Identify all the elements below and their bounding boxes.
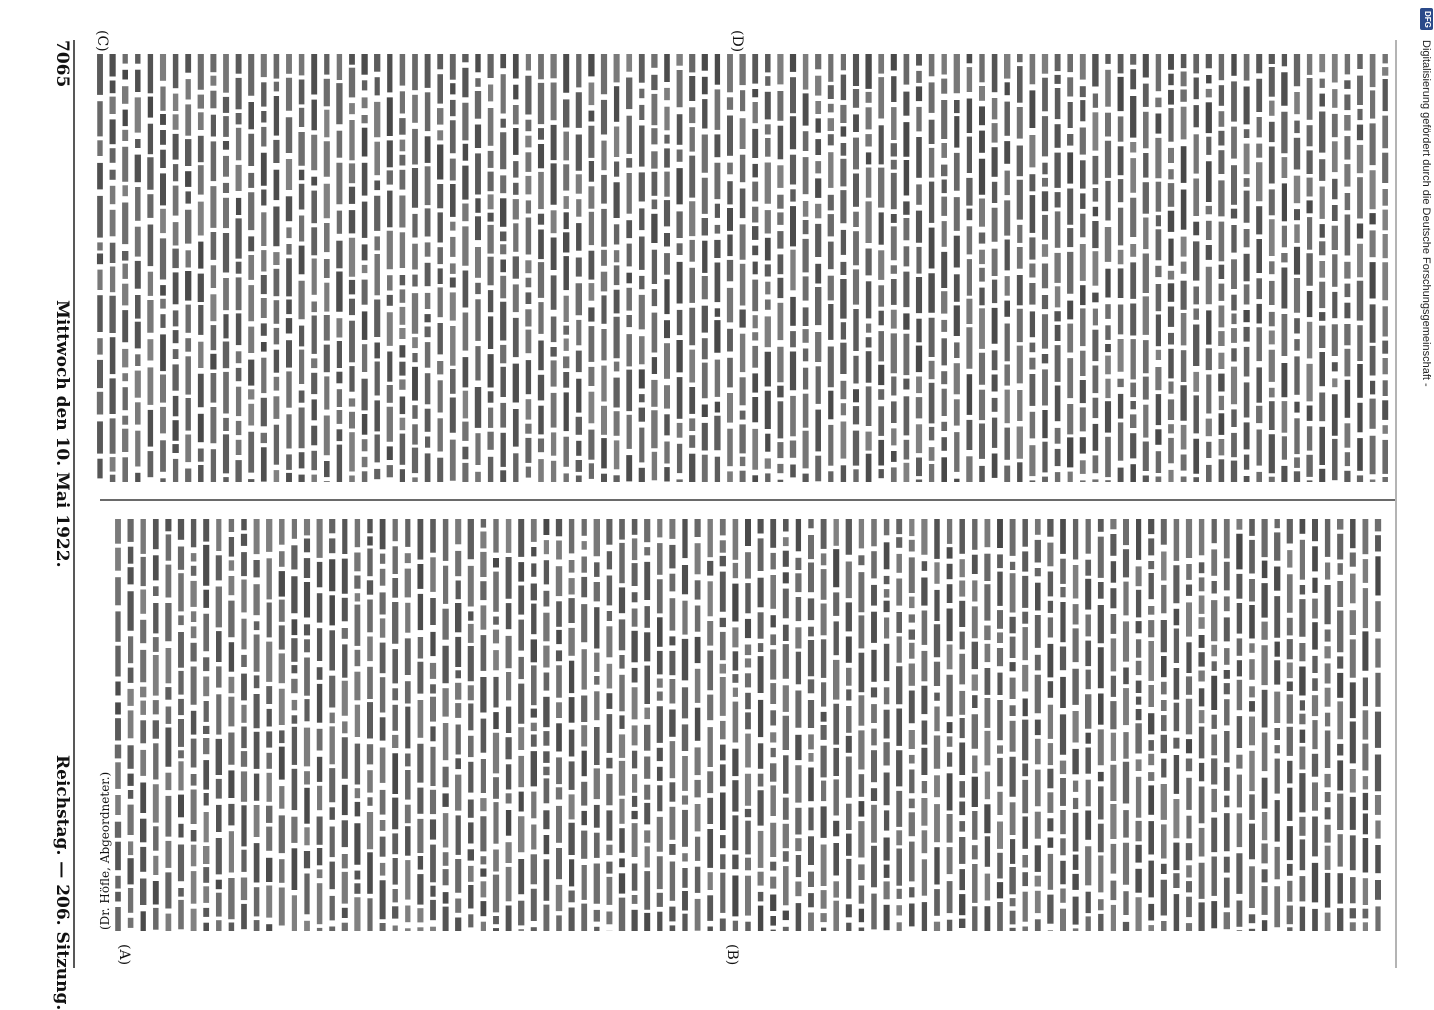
page-date: Mittwoch den 10. Mai 1922. (52, 300, 72, 568)
left-column-text (118, 519, 1378, 931)
dfg-logo (1420, 8, 1433, 30)
marker-a: (A) (116, 944, 132, 966)
digitization-note: Digitalisierung gefördert durch die Deutsche Forschungsgemeinschaft - (1420, 40, 1432, 387)
page-number: 7065 (52, 40, 72, 88)
marker-b: (B) (724, 944, 740, 966)
running-head-left: Reichstag. — 206. Sitzung. (52, 755, 72, 1010)
dfg-logo-text: DFG (1423, 11, 1432, 28)
speaker-line: (Dr. Höfle, Abgeordneter.) (98, 771, 112, 930)
marker-c: (C) (94, 30, 110, 52)
right-column-text (100, 54, 1385, 482)
marker-d: (D) (729, 30, 745, 53)
